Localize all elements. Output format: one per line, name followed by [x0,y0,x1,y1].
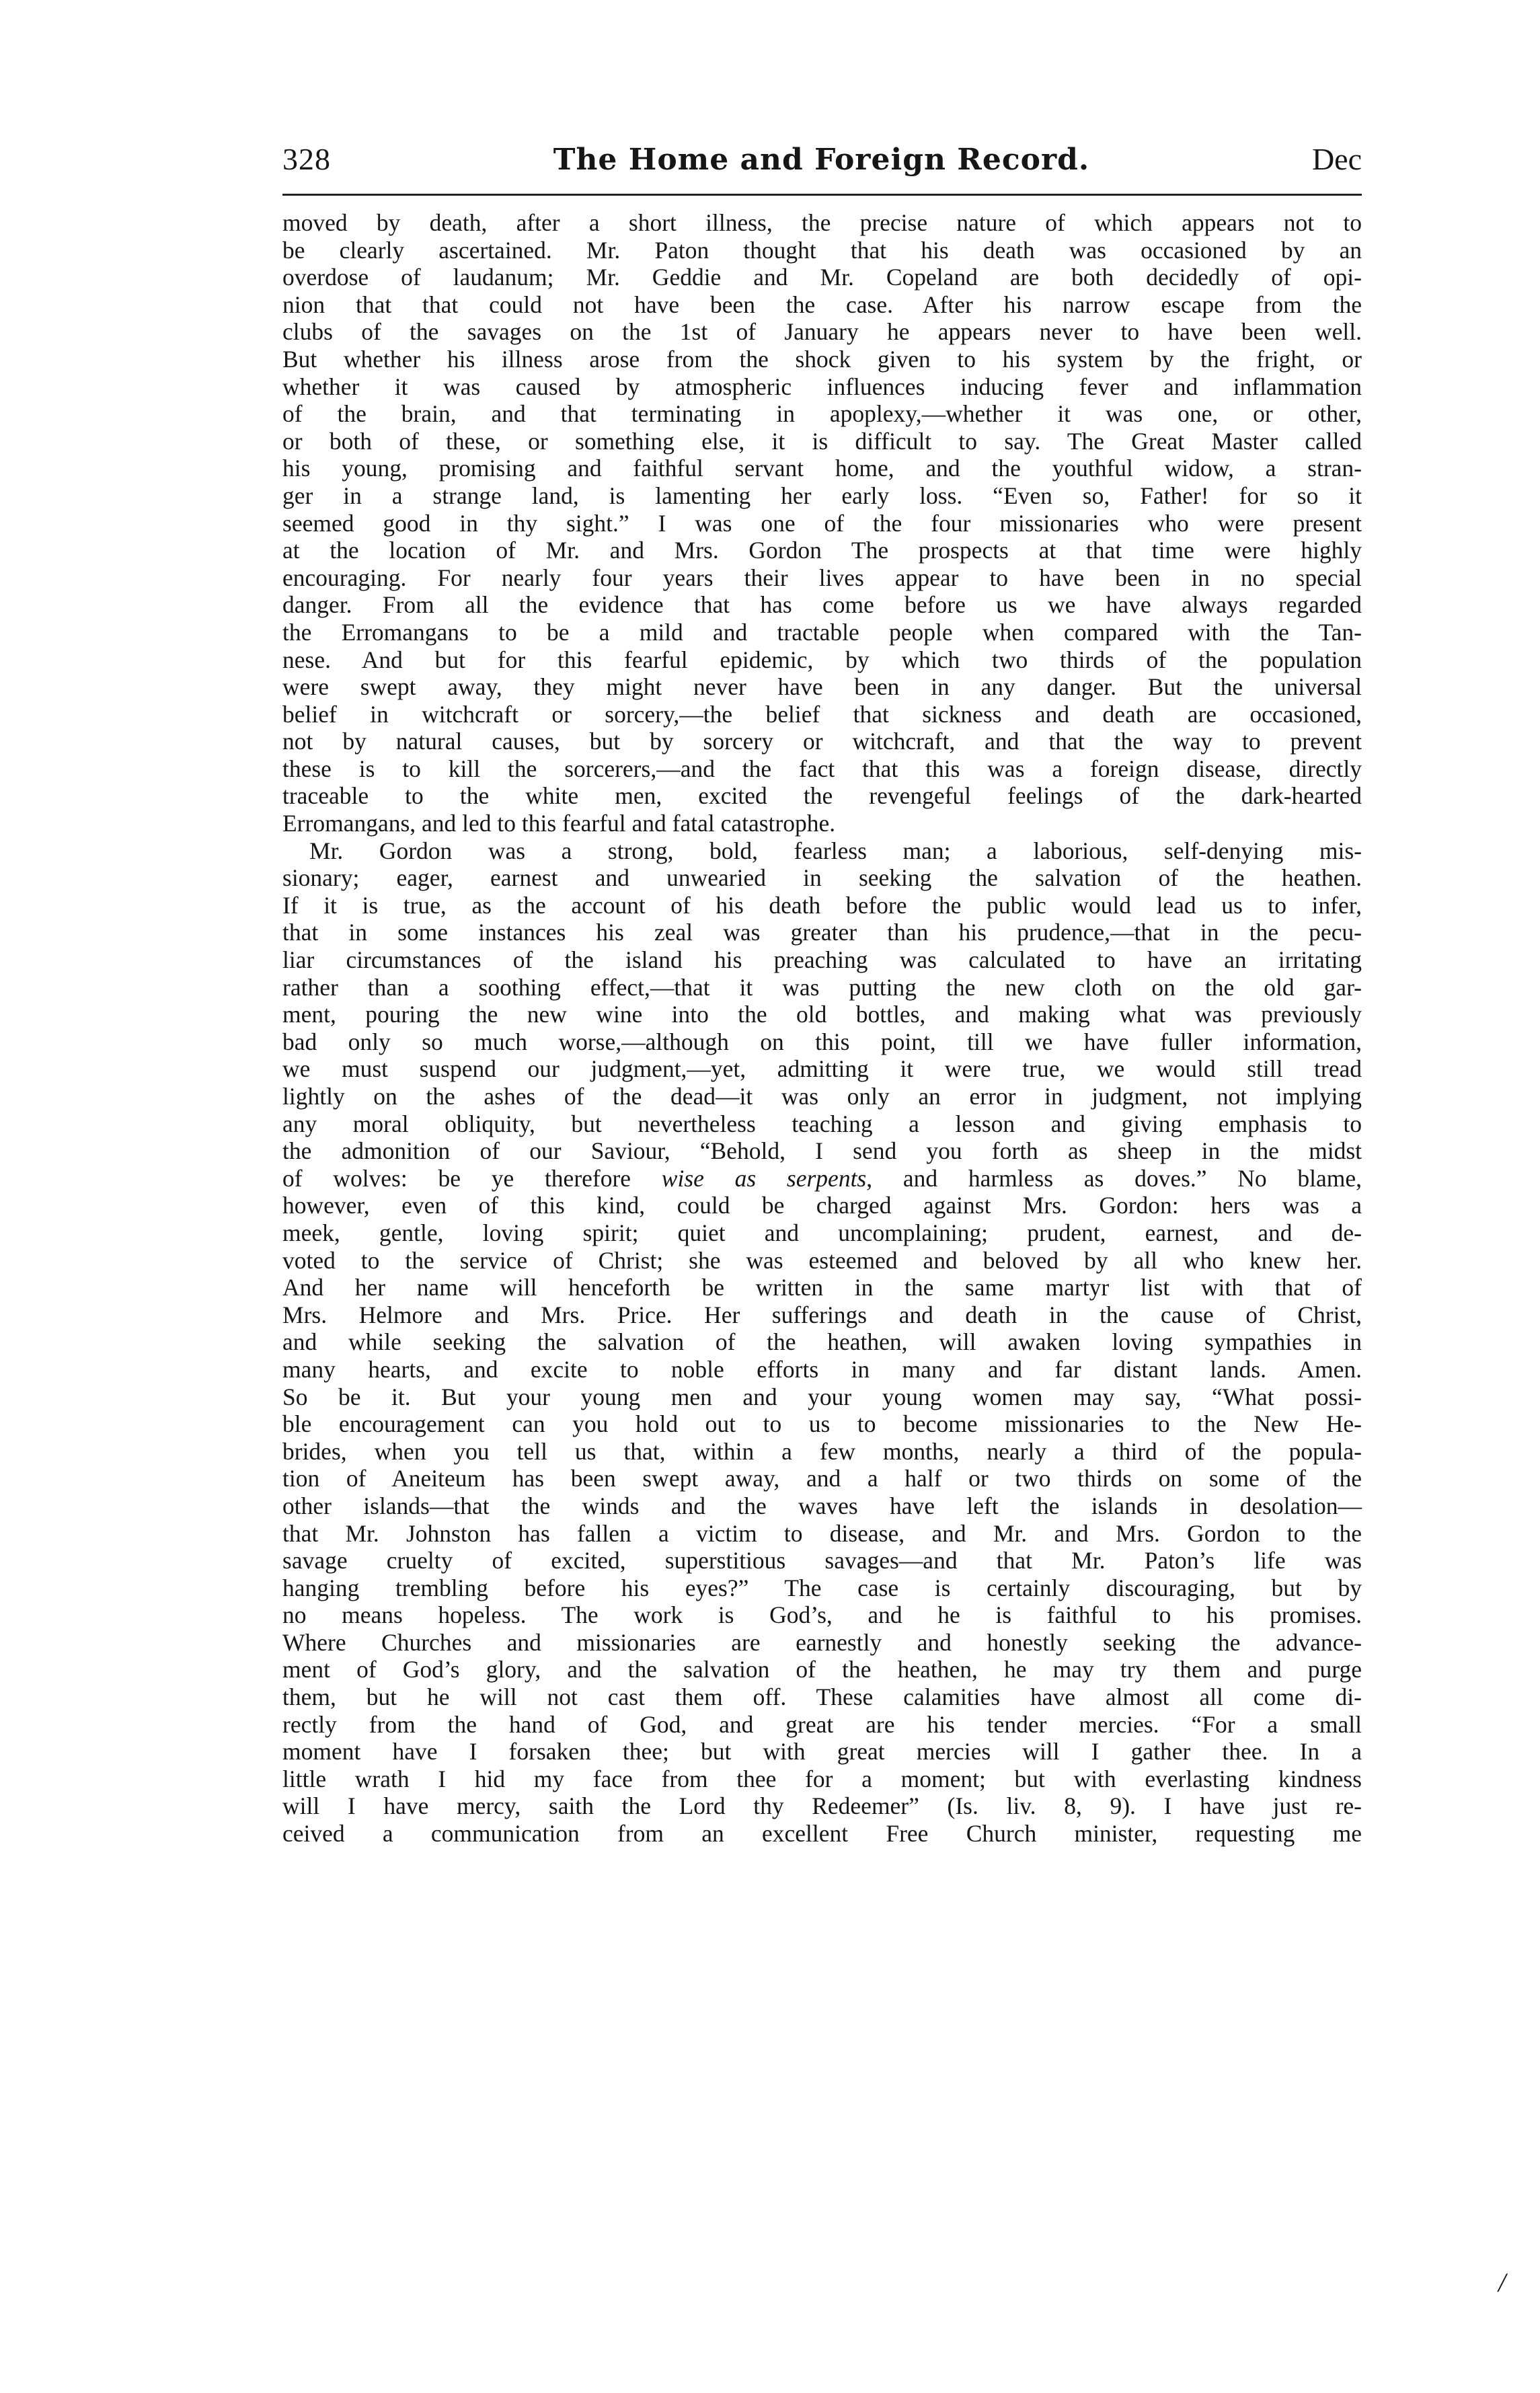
header-month: Dec [1311,142,1362,176]
text-line: not by natural causes, but by sorcery or witchcraft, and that the way to prevent [282,728,1362,755]
text-line: belief in witchcraft or sorcery,—the belief that sickness and death are occasioned, [282,700,1362,728]
text-line: Erromangans, and led to this fearful and fatal catastrophe. [282,810,836,837]
text-line: moved by death, after a short illness, the precise nature of which appears not to [282,209,1362,236]
text-line: ble encouragement can you hold out to us to become missionaries to the New He- [282,1410,1362,1438]
article-body [282,209,1362,1848]
header-rule [282,194,1362,196]
text-line: whether it was caused by atmospheric influences inducing fever and inflammation [282,373,1362,400]
text-line: rectly from the hand of God, and great are his tender mercies. “For a small [282,1710,1362,1738]
text-line: brides, when you tell us that, within a few months, nearly a third of the popula- [282,1437,1362,1465]
text-line: these is to kill the sorcerers,—and the fact that this was a foreign disease, directly [282,755,1362,782]
text-line: meek, gentle, loving spirit; quiet and uncomplaining; prudent, earnest, and de- [282,1219,1362,1246]
text-line: And her name will henceforth be written in the same martyr list with that of [282,1274,1362,1301]
text-line: seemed good in thy sight.” I was one of the four missionaries who were present [282,509,1362,537]
text-line: moment have I forsaken thee; but with great mercies will I gather thee. In a [282,1738,1362,1765]
text-line: Mr. Gordon was a strong, bold, fearless man; a laborious, self-denying mis- [309,837,1362,864]
text-line: no means hopeless. The work is God’s, and he is faithful to his promises. [282,1601,1362,1629]
text-line: the admonition of our Saviour, “Behold, I send you forth as sheep in the midst [282,1137,1362,1165]
text-line: the Erromangans to be a mild and tractable people when compared with the Tan- [282,618,1362,646]
text-line: and while seeking the salvation of the heathen, will awaken loving sympathies in [282,1328,1362,1356]
text-line: Where Churches and missionaries are earnestly and honestly seeking the advance- [282,1628,1362,1656]
text-line: that in some instances his zeal was greater than his prudence,—that in the pecu- [282,919,1362,946]
text-line: any moral obliquity, but nevertheless teaching a lesson and giving emphasis to [282,1110,1362,1137]
text-line: we must suspend our judgment,—yet, admitting it were true, we would still tread [282,1055,1362,1083]
text-line: sionary; eager, earnest and unwearied in seeking the salvation of the heathen. [282,864,1362,892]
text-line: lightly on the ashes of the dead—it was only an error in judgment, not implying [282,1083,1362,1110]
italic-phrase: wise as serpents [661,1164,867,1192]
text-line: nese. And but for this fearful epidemic, by which two thirds of the population [282,646,1362,673]
text-line: ment, pouring the new wine into the old bottles, and making what was previously [282,1001,1362,1028]
text-line: of the brain, and that terminating in apoplexy,—whether it was one, or other, [282,400,1362,428]
text-line: rather than a soothing effect,—that it was putting the new cloth on the old gar- [282,973,1362,1001]
page-number: 328 [282,142,331,176]
text-line: little wrath I hid my face from thee for a moment; but with everlasting kindness [282,1765,1362,1792]
text-line: But whether his illness arose from the shock given to his system by the fright, or [282,345,1362,373]
text-line: danger. From all the evidence that has come before us we have always regarded [282,591,1362,619]
text-line: clubs of the savages on the 1st of January he appears never to have been well. [282,318,1362,346]
text-line: bad only so much worse,—although on this point, till we have fuller information, [282,1028,1362,1055]
paragraph [282,209,1362,837]
text-line: however, even of this kind, could be charged against Mrs. Gordon: hers was a [282,1192,1362,1219]
running-header [282,141,1362,190]
page [282,141,1362,1848]
text-line: many hearts, and excite to noble efforts in many and far distant lands. Amen. [282,1355,1362,1383]
text-line: hanging trembling before his eyes?” The case is certainly discouraging, but by [282,1574,1362,1601]
margin-mark: / [1498,2267,1506,2297]
text-line: them, but he will not cast them off. These calamities have almost all come di- [282,1683,1362,1711]
text-line: liar circumstances of the island his preaching was calculated to have an irritating [282,946,1362,974]
text-line: ceived a communication from an excellent Free Church minister, requesting me [282,1820,1362,1848]
text-line: other islands—that the winds and the waves have left the islands in desolation— [282,1492,1362,1519]
text-line: So be it. But your young men and your young women may say, “What possi- [282,1383,1362,1410]
text-line: overdose of laudanum; Mr. Geddie and Mr. Copeland are both decidedly of opi- [282,264,1362,291]
text-line: or both of these, or something else, it is difficult to say. The Great Master called [282,427,1362,455]
text-line: of wolves: be ye therefore wise as serpents, and harmless as doves.” No blame, [282,1164,1362,1192]
text-line: will I have mercy, saith the Lord thy Redeemer” (Is. liv. 8, 9). I have just re- [282,1792,1362,1820]
text-line: ment of God’s glory, and the salvation of the heathen, he may try them and purge [282,1656,1362,1683]
text-line: were swept away, they might never have been in any danger. But the universal [282,673,1362,701]
text-line: that Mr. Johnston has fallen a victim to disease, and Mr. and Mrs. Gordon to the [282,1519,1362,1547]
text-line: be clearly ascertained. Mr. Paton thought that his death was occasioned by an [282,236,1362,264]
text-line: at the location of Mr. and Mrs. Gordon The prospects at that time were highly [282,537,1362,564]
text-line: encouraging. For nearly four years their lives appear to have been in no special [282,564,1362,591]
text-line: savage cruelty of excited, superstitious savages—and that Mr. Paton’s life was [282,1547,1362,1574]
text-line: ger in a strange land, is lamenting her early loss. “Even so, Father! for so it [282,482,1362,509]
text-line: Mrs. Helmore and Mrs. Price. Her sufferings and death in the cause of Christ, [282,1301,1362,1328]
text-line: voted to the service of Christ; she was esteemed and beloved by all who knew her. [282,1246,1362,1274]
journal-title: The Home and Foreign Record. [553,143,1090,177]
text-line: nion that that could not have been the case. After his narrow escape from the [282,291,1362,318]
text-line: his young, promising and faithful servant home, and the youthful widow, a stran- [282,455,1362,482]
paragraph [282,837,1362,1848]
text-line: traceable to the white men, excited the revengeful feelings of the dark-hearted [282,782,1362,810]
text-line: tion of Aneiteum has been swept away, and a half or two thirds on some of the [282,1465,1362,1492]
text-line: If it is true, as the account of his death before the public would lead us to infer, [282,891,1362,919]
